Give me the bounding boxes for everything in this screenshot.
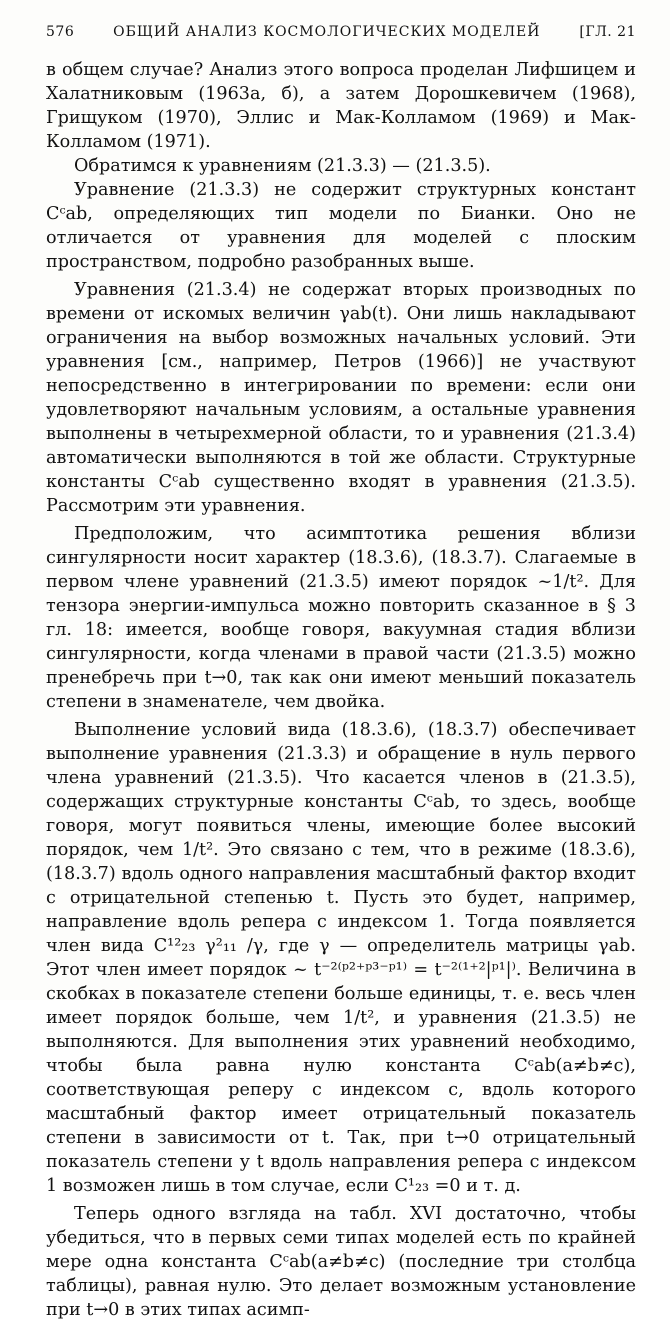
running-head xyxy=(46,24,636,40)
paragraph-continuation: в общем случае? Анализ этого вопроса проделан Лифшицем и Халатниковым (1963а, б), а затем Дорошкевичем (1968), Грищуком (1970), Эллис и Мак-Колламом (1969) и Мак-Колламом (1971). xyxy=(46,60,636,152)
paragraph-equation-21-3-3: Уравнение (21.3.3) не содержит структурных констант Cᶜab, определяющих тип модели по Бианки. Оно не отличается от уравнения для моделей с плоским пространством, подробно разобранных выше. xyxy=(46,180,636,272)
paragraph-asymptotics: Предположим, что асимптотика решения вблизи сингулярности носит характер (18.3.6), (18.3.7). Слагаемые в первом члене уравнений (21.3.5) имеют порядок ~1/t². Для тензора энергии-импульса можно повторить сказанное в § 3 гл. 18: имеется, вообще говоря, вакуумная стадия вблизи сингулярности, когда членами в правой части (21.3.5) можно пренебречь при t→0, так как они имеют меньший показатель степени в знаменателе, чем двойка. xyxy=(46,524,636,712)
chapter-marker: [ГЛ. 21 xyxy=(579,24,636,40)
running-head-title: ОБЩИЙ АНАЛИЗ КОСМОЛОГИЧЕСКИХ МОДЕЛЕЙ xyxy=(113,24,541,40)
page-number: 576 xyxy=(46,24,75,40)
paragraph-equations-ref: Обратимся к уравнениям (21.3.3) — (21.3.5). xyxy=(74,156,491,176)
paragraph-structure-constants: Выполнение условий вида (18.3.6), (18.3.7) обеспечивает выполнение уравнения (21.3.3) и обращение в нуль первого члена уравнений (21.3.5). Что касается членов в (21.3.5), содержащих структурные константы Cᶜab, то здесь, вообще говоря, могут появиться члены, имеющие более высокий порядок, чем 1/t². Это связано с тем, что в режиме (18.3.6), (18.3.7) вдоль одного направления масштабный фактор входит с отрицательной степенью t. Пусть это будет, например, направление вдоль репера с индексом 1. Тогда появляется член вида C¹²₂₃ γ²₁₁ /γ, где γ — определитель матрицы γab. Этот член имеет порядок ~ t⁻²⁽ᵖ²⁺ᵖ³⁻ᵖ¹⁾ = t⁻²⁽¹⁺²|ᵖ¹|⁾. Величина в скобках в показателе степени больше единицы, т. е. весь член имеет порядок больше, чем 1/t², и уравнения (21.3.5) не выполняются. Для выполнения этих уравнений необходимо, чтобы была равна нулю константа Cᶜab(a≠b≠c), соответствующая реперу с индексом c, вдоль которого масштабный фактор имеет отрицательный показатель степени в зависимости от t. Так, при t→0 отрицательный показатель степени у t вдоль направления репера с индексом 1 возможен лишь в том случае, если C¹₂₃ =0 и т. д. xyxy=(46,720,636,1196)
paragraph-table-xvi: Теперь одного взгляда на табл. XVI достаточно, чтобы убедиться, что в первых семи типах моделей есть по крайней мере одна константа Cᶜab(a≠b≠c) (последние три столбца таблицы), равная нулю. Это делает возможным установление при t→0 в этих типах асимп- xyxy=(46,1204,636,1320)
paragraph-equations-21-3-4: Уравнения (21.3.4) не содержат вторых производных по времени от искомых величин γab(t). Они лишь накладывают ограничения на выбор возможных начальных условий. Эти уравнения [см., например, Петров (1966)] не участвуют непосредственно в интегрировании по времени: если они удовлетворяют начальным условиям, а остальные уравнения выполнены в четырехмерной области, то и уравнения (21.3.4) автоматически выполняются в той же области. Структурные константы Cᶜab существенно входят в уравнения (21.3.5). Рассмотрим эти уравнения. xyxy=(46,280,636,516)
body-text xyxy=(46,58,636,1322)
